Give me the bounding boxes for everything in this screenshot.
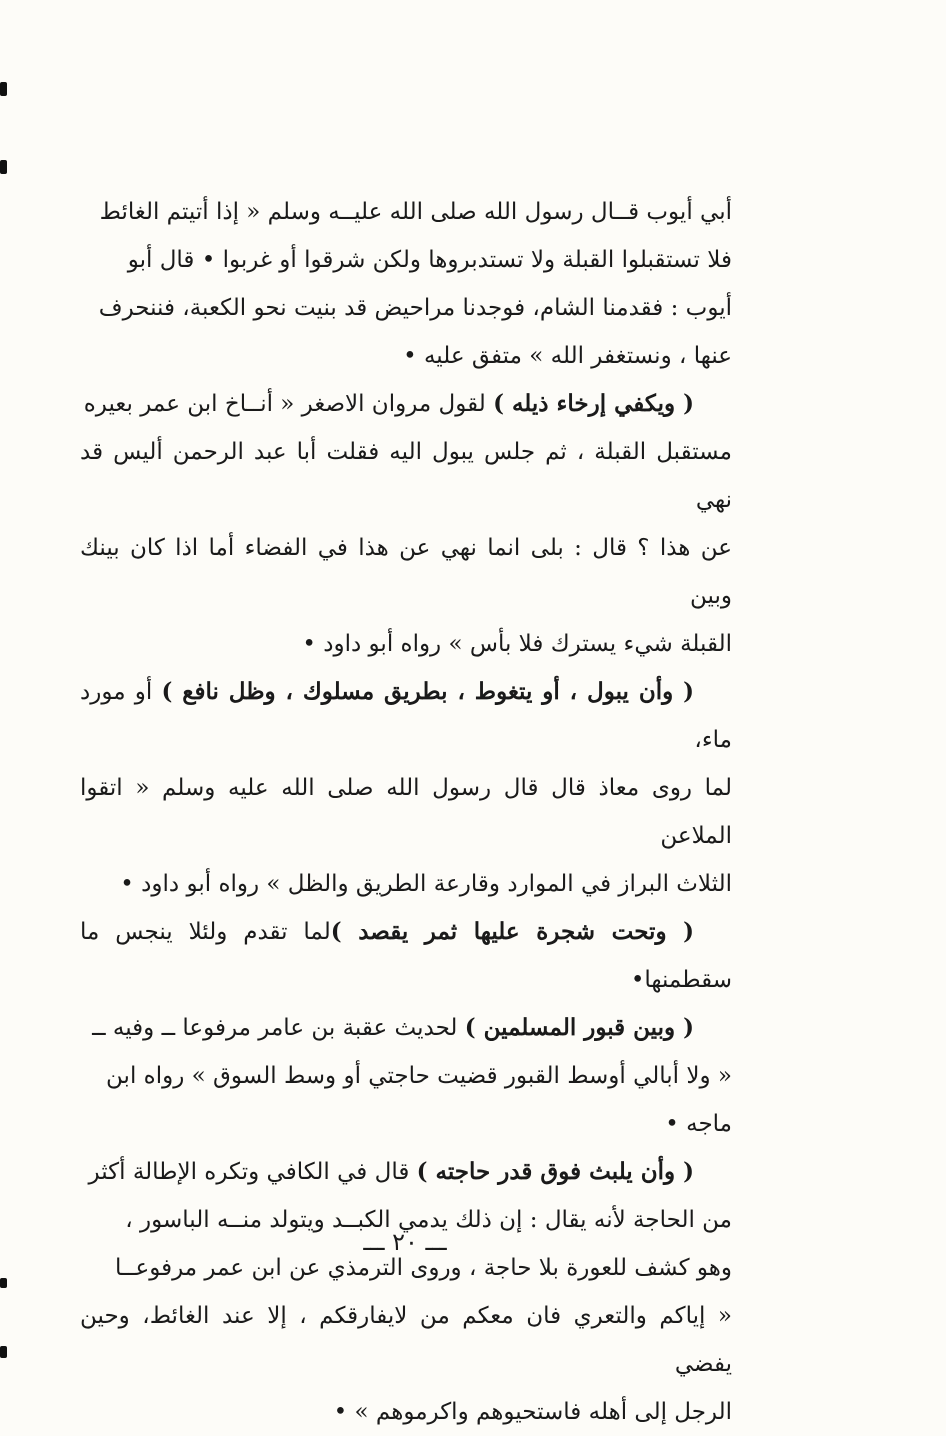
text-line: الثلاث البراز في الموارد وقارعة الطريق والظل » رواه أبو داود •: [120, 871, 732, 897]
text-line: « إياكم والتعري فان معكم من لايفارقكم ، إلا عند الغائط، وحين يفضي: [80, 1303, 732, 1377]
bold-heading: ( وأن يلبث فوق قدر حاجته ): [416, 1158, 694, 1185]
text-line: الرجل إلى أهله فاستحيوهم واكرموهم » •: [333, 1399, 732, 1425]
paragraph-6: [80, 1148, 732, 1436]
page-number: ـــ ٢٠ ـــ: [363, 1228, 447, 1256]
text-line: ماجه •: [665, 1111, 732, 1137]
text-line: « ولا أبالي أوسط القبور قضيت حاجتي أو وسط السوق » رواه ابن: [106, 1063, 732, 1089]
paragraph-4: [80, 908, 732, 1004]
text-line: من الحاجة لأنه يقال : إن ذلك يدمي الكبــد ويتولد منــه الباسور ،: [125, 1207, 732, 1233]
text-line: أو مورد ماء،: [80, 679, 732, 753]
text-line: لما روى معاذ قال قال رسول الله صلى الله عليه وسلم « اتقوا الملاعن: [80, 775, 732, 849]
text-line: عنها ، ونستغفر الله » متفق عليه •: [403, 343, 732, 369]
scan-edge-mark: [0, 82, 7, 96]
text-line: عن هذا ؟ قال : بلى انما نهي عن هذا في الفضاء أما اذا كان بينك وبين: [80, 535, 732, 609]
text-line: القبلة شيء يسترك فلا بأس » رواه أبو داود •: [302, 631, 732, 657]
bold-heading: ( وبين قبور المسلمين ): [464, 1014, 694, 1041]
text-line: مستقبل القبلة ، ثم جلس يبول اليه فقلت أبا عبد الرحمن أليس قد نهي: [80, 439, 732, 513]
text-line: لقول مروان الاصغر « أنــاخ ابن عمر بعيره: [83, 391, 494, 417]
paragraph-3: [80, 668, 732, 908]
scan-edge-mark: [0, 1278, 7, 1288]
bold-heading: ( وتحت شجرة عليها ثمر يقصد ): [330, 918, 695, 945]
text-line: فلا تستقبلوا القبلة ولا تستدبروها ولكن شرقوا أو غربوا • قال أبو: [127, 247, 732, 273]
text-line: لحديث عقبة بن عامر مرفوعا ــ وفيه ــ: [92, 1015, 465, 1041]
paragraph-1: [80, 188, 732, 380]
bold-heading: ( وأن يبول ، أو يتغوط ، بطريق مسلوك ، وظل نافع ): [161, 678, 695, 705]
paragraph-2: [80, 380, 732, 668]
text-line: لما تقدم ولئلا ينجس ما سقطمنها•: [80, 919, 732, 993]
paragraph-5: [80, 1004, 732, 1148]
scan-edge-mark: [0, 160, 7, 174]
scan-edge-mark: [0, 1346, 7, 1358]
bold-heading: ( ويكفي إرخاء ذيله ): [493, 390, 694, 417]
text-line: أبي أيوب قــال رسول الله صلى الله عليــه وسلم « إذا أتيتم الغائط: [99, 199, 732, 225]
text-line: قال في الكافي وتكره الإطالة أكثر: [88, 1159, 417, 1185]
text-line: أيوب : فقدمنا الشام، فوجدنا مراحيض قد بنيت نحو الكعبة، فننحرف: [98, 295, 732, 321]
text-line: وهو كشف للعورة بلا حاجة ، وروى الترمذي عن ابن عمر مرفوعــا: [115, 1255, 732, 1281]
